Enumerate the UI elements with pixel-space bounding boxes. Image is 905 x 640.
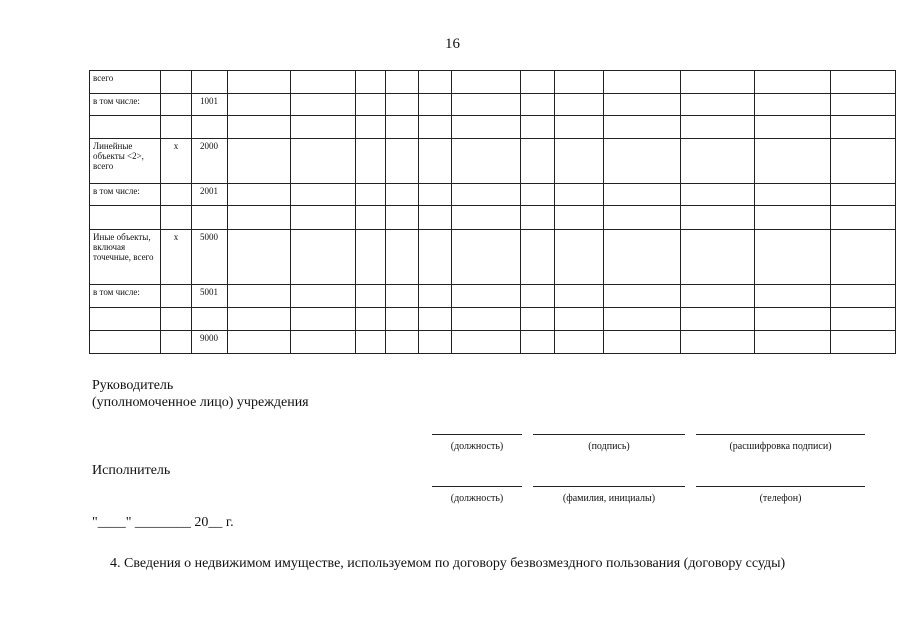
empty-cell [831, 229, 896, 284]
row-x-cell [161, 71, 192, 94]
row-label-cell: Иные объекты, включая точечные, всего [90, 229, 161, 284]
empty-cell [755, 71, 831, 94]
row-x-cell: x [161, 139, 192, 184]
empty-cell [386, 330, 419, 353]
empty-cell [386, 139, 419, 184]
empty-cell [831, 330, 896, 353]
row-x-cell [161, 307, 192, 330]
manager-caption-decoding: (расшифровка подписи) [729, 441, 832, 452]
empty-cell [291, 94, 356, 116]
empty-cell [681, 184, 755, 206]
empty-cell [452, 330, 521, 353]
empty-cell [555, 116, 604, 139]
empty-cell [386, 206, 419, 229]
empty-cell [419, 139, 452, 184]
empty-cell [755, 206, 831, 229]
empty-cell [681, 139, 755, 184]
table-row [90, 229, 896, 284]
empty-cell [228, 229, 291, 284]
empty-cell [521, 284, 555, 307]
empty-cell [681, 116, 755, 139]
empty-cell [419, 229, 452, 284]
empty-cell [555, 94, 604, 116]
empty-cell [452, 71, 521, 94]
empty-cell [521, 206, 555, 229]
empty-cell [681, 206, 755, 229]
empty-cell [419, 116, 452, 139]
empty-cell [291, 307, 356, 330]
row-label-cell [90, 206, 161, 229]
empty-cell [386, 94, 419, 116]
row-label-cell: в том числе: [90, 94, 161, 116]
empty-cell [831, 71, 896, 94]
empty-cell [452, 184, 521, 206]
empty-cell [386, 116, 419, 139]
empty-cell [831, 307, 896, 330]
empty-cell [831, 94, 896, 116]
empty-cell [521, 229, 555, 284]
executor-caption-phone: (телефон) [759, 493, 802, 504]
empty-cell [356, 307, 386, 330]
empty-cell [356, 184, 386, 206]
empty-cell [604, 307, 681, 330]
empty-cell [521, 139, 555, 184]
empty-cell [386, 71, 419, 94]
table-row [90, 71, 896, 94]
empty-cell [386, 229, 419, 284]
empty-cell [555, 330, 604, 353]
property-table [89, 70, 896, 354]
empty-cell [419, 206, 452, 229]
empty-cell [521, 94, 555, 116]
empty-cell [228, 330, 291, 353]
empty-cell [356, 116, 386, 139]
empty-cell [452, 94, 521, 116]
empty-cell [604, 139, 681, 184]
table-row [90, 184, 896, 206]
row-x-cell [161, 184, 192, 206]
empty-cell [831, 139, 896, 184]
empty-cell [228, 284, 291, 307]
date-line: "____" ________ 20__ г. [92, 515, 234, 530]
row-x-cell [161, 284, 192, 307]
manager-signature-line [533, 434, 685, 435]
empty-cell [521, 307, 555, 330]
table-row [90, 330, 896, 353]
section-title: 4. Сведения о недвижимом имуществе, используемом по договору безвозмездного пользования (договору ссуды) [110, 556, 786, 571]
table-row [90, 139, 896, 184]
empty-cell [228, 94, 291, 116]
empty-cell [555, 284, 604, 307]
empty-cell [681, 94, 755, 116]
empty-cell [291, 206, 356, 229]
empty-cell [228, 71, 291, 94]
row-x-cell [161, 206, 192, 229]
row-x-cell [161, 116, 192, 139]
empty-cell [831, 116, 896, 139]
empty-cell [555, 206, 604, 229]
empty-cell [452, 116, 521, 139]
empty-cell [419, 330, 452, 353]
row-code-cell: 2001 [192, 184, 228, 206]
row-code-cell: 1001 [192, 94, 228, 116]
empty-cell [386, 307, 419, 330]
row-label-cell: в том числе: [90, 284, 161, 307]
manager-line-2: (уполномоченное лицо) учреждения [92, 395, 309, 410]
empty-cell [521, 330, 555, 353]
empty-cell [755, 184, 831, 206]
row-code-cell: 5000 [192, 229, 228, 284]
empty-cell [291, 284, 356, 307]
empty-cell [356, 229, 386, 284]
empty-cell [831, 206, 896, 229]
table-row [90, 94, 896, 116]
empty-cell [419, 94, 452, 116]
empty-cell [386, 184, 419, 206]
empty-cell [291, 139, 356, 184]
row-label-cell [90, 307, 161, 330]
empty-cell [604, 330, 681, 353]
empty-cell [755, 330, 831, 353]
empty-cell [831, 184, 896, 206]
row-x-cell [161, 94, 192, 116]
empty-cell [521, 116, 555, 139]
empty-cell [356, 94, 386, 116]
empty-cell [604, 284, 681, 307]
empty-cell [452, 206, 521, 229]
table-row [90, 284, 896, 307]
empty-cell [228, 184, 291, 206]
empty-cell [356, 284, 386, 307]
empty-cell [228, 139, 291, 184]
row-x-cell: x [161, 229, 192, 284]
empty-cell [555, 71, 604, 94]
manager-caption-signature: (подпись) [588, 441, 630, 452]
empty-cell [755, 94, 831, 116]
empty-cell [604, 116, 681, 139]
row-code-cell: 5001 [192, 284, 228, 307]
manager-decoding-line [696, 434, 865, 435]
empty-cell [419, 184, 452, 206]
empty-cell [755, 116, 831, 139]
empty-cell [521, 71, 555, 94]
empty-cell [681, 330, 755, 353]
table-row [90, 116, 896, 139]
executor-position-line [432, 486, 522, 487]
empty-cell [681, 229, 755, 284]
page-number: 16 [445, 36, 460, 52]
table-row [90, 206, 896, 229]
row-label-cell: всего [90, 71, 161, 94]
manager-line-1: Руководитель [92, 378, 174, 393]
empty-cell [555, 139, 604, 184]
empty-cell [452, 139, 521, 184]
empty-cell [755, 229, 831, 284]
empty-cell [419, 307, 452, 330]
empty-cell [291, 229, 356, 284]
empty-cell [291, 184, 356, 206]
empty-cell [604, 229, 681, 284]
empty-cell [291, 71, 356, 94]
empty-cell [681, 71, 755, 94]
row-code-cell [192, 71, 228, 94]
executor-caption-position: (должность) [450, 493, 504, 504]
empty-cell [419, 71, 452, 94]
empty-cell [755, 284, 831, 307]
empty-cell [604, 71, 681, 94]
empty-cell [604, 94, 681, 116]
empty-cell [356, 206, 386, 229]
empty-cell [521, 184, 555, 206]
empty-cell [604, 206, 681, 229]
row-label-cell: Линейные объекты <2>, всего [90, 139, 161, 184]
empty-cell [291, 330, 356, 353]
empty-cell [452, 284, 521, 307]
empty-cell [356, 330, 386, 353]
empty-cell [755, 307, 831, 330]
manager-caption-position: (должность) [450, 441, 504, 452]
empty-cell [555, 184, 604, 206]
empty-cell [555, 229, 604, 284]
row-label-cell: в том числе: [90, 184, 161, 206]
empty-cell [681, 284, 755, 307]
table-row [90, 307, 896, 330]
empty-cell [604, 184, 681, 206]
empty-cell [452, 307, 521, 330]
executor-phone-line [696, 486, 865, 487]
row-code-cell [192, 307, 228, 330]
row-x-cell [161, 330, 192, 353]
row-code-cell: 9000 [192, 330, 228, 353]
row-code-cell: 2000 [192, 139, 228, 184]
empty-cell [228, 116, 291, 139]
manager-label [92, 377, 309, 411]
row-code-cell [192, 116, 228, 139]
executor-label: Исполнитель [92, 463, 171, 478]
empty-cell [386, 284, 419, 307]
empty-cell [755, 139, 831, 184]
empty-cell [291, 116, 356, 139]
executor-name-line [533, 486, 685, 487]
executor-caption-name: (фамилия, инициалы) [562, 493, 656, 504]
empty-cell [452, 229, 521, 284]
empty-cell [228, 307, 291, 330]
empty-cell [681, 307, 755, 330]
manager-position-line [432, 434, 522, 435]
empty-cell [356, 139, 386, 184]
empty-cell [356, 71, 386, 94]
row-code-cell [192, 206, 228, 229]
empty-cell [419, 284, 452, 307]
empty-cell [228, 206, 291, 229]
row-label-cell [90, 330, 161, 353]
row-label-cell [90, 116, 161, 139]
empty-cell [831, 284, 896, 307]
empty-cell [555, 307, 604, 330]
